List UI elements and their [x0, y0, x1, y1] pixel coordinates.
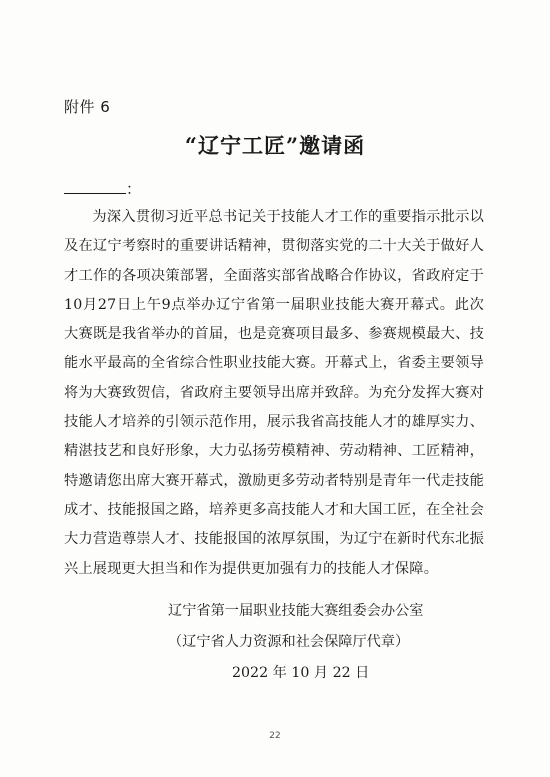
page-number: 22 — [269, 731, 281, 741]
signature-date: 2022 年 10 月 22 日 — [232, 665, 370, 681]
signature-organization: 辽宁省第一届职业技能大赛组委会办公室 — [168, 603, 424, 619]
body-paragraph: 为深入贯彻习近平总书记关于技能人才工作的重要指示批示以及在辽宁考察时的重要讲话精神，贯彻落实党的二十大关于做好人才工作的各项决策部署，全面落实部省战略合作协议，省政府定于10月27日上午9点举办辽宁省第一届职业技能大赛开幕式。此次大赛既是我省举办的首届，也是竞赛项目最多、参赛规模最大、技能水平最高的全省综合性职业技能大赛。开幕式上，省委主要领导将为大赛致贺信，省政府主要领导出席并致辞。为充分发挥大赛对技能人才培养的引领示范作用，展示我省高技能人才的雄厚实力、精湛技艺和良好形象，大力弘扬劳模精神、劳动精神、工匠精神，特邀请您出席大赛开幕式，激励更多劳动者特别是青年一代走技能成才、技能报国之路，培养更多高技能人才和大国工匠，在全社会大力营造尊崇人才、技能报国的浓厚氛围，为辽宁在新时代东北振兴上展现更大担当和作为提供更加强有力的技能人才保障。 — [64, 209, 484, 577]
recipient-blank-line — [64, 181, 126, 194]
signature-seal-note: （辽宁省人力资源和社会保障厅代章） — [168, 634, 410, 650]
attachment-label: 附件 6 — [64, 98, 111, 116]
document-title: “辽宁工匠”邀请函 — [184, 133, 366, 158]
salutation — [64, 178, 141, 199]
salutation-colon: ： — [126, 180, 142, 198]
